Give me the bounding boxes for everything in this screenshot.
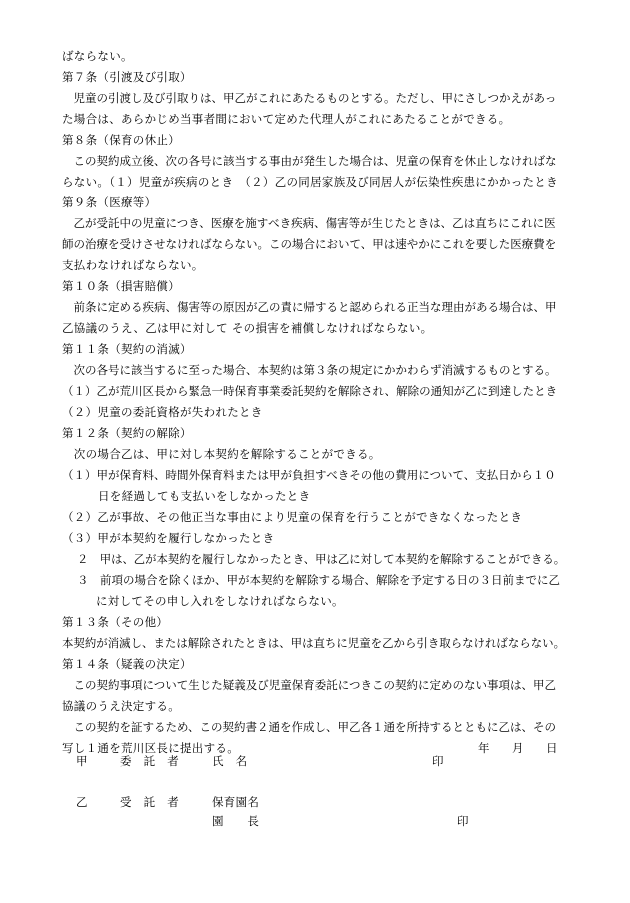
text-line: た場合は、あらかじめ当事者間において定めた代理人がこれにあたることができる。 <box>62 112 511 126</box>
date-month-label: 月 <box>512 741 524 755</box>
article-heading: 第１３条（その他） <box>62 615 169 629</box>
list-item: （１）甲が保育料、時間外保育料または甲が負担すべきその他の費用について、支払日から１０ <box>62 468 556 482</box>
date-day-label: 日 <box>546 741 558 755</box>
list-item-continuation: 日を経過しても支払いをしなかったとき <box>98 489 311 503</box>
article-heading: 第１２条（契約の解除） <box>62 426 192 440</box>
article-heading: 第７条（引渡及び引取） <box>62 70 192 84</box>
text-line: この契約成立後、次の各号に該当する事由が発生した場合は、児童の保育を休止しなければな <box>62 154 557 168</box>
list-item: （３）甲が本契約を履行しなかったとき <box>62 531 275 545</box>
text-line: 次の場合乙は、甲に対し本契約を解除することができる。 <box>62 447 381 461</box>
list-item: （１）乙が荒川区長から緊急一時保育事業委託契約を解除され、解除の通知が乙に到達したとき <box>62 384 558 398</box>
date-year-label: 年 <box>478 741 490 755</box>
text-line: 写し１通を荒川区長に提出する。 <box>62 741 239 755</box>
text-line: 協議のうえ決定する。 <box>62 699 180 713</box>
text-line: この契約を証するため、この契約書２通を作成し、甲乙各１通を所持するとともに乙は、その <box>62 720 557 734</box>
party-b-head-label: 園 長 <box>212 814 260 828</box>
text-line: 乙が受託中の児童につき、医療を施すべき疾病、傷害等が生じたときは、乙は直ちにこれに医 <box>62 216 556 230</box>
party-a-mark: 甲 <box>76 754 88 768</box>
text-line: この契約事項について生じた疑義及び児童保育委託につきこの契約に定めのない事項は、甲乙 <box>62 678 557 692</box>
list-item: （２）児童の委託資格が失われたとき <box>62 405 263 419</box>
party-a-seal-mark: 印 <box>432 754 444 768</box>
text-line: 前条に定める疾病、傷害等の原因が乙の責に帰すると認められる正当な理由がある場合は、甲 <box>62 300 557 314</box>
article-heading: 第８条（保育の休止） <box>62 133 180 147</box>
party-a-role: 委 託 者 <box>120 754 179 768</box>
text-line: 次の各号に該当するに至った場合、本契約は第３条の規定にかかわらず消滅するものとする。 <box>62 363 557 377</box>
text-line: ばならない。 <box>62 49 133 63</box>
text-line: 支払わなければならない。 <box>62 258 204 272</box>
text-line: 師の治療を受けさせなければならない。この場合において、甲は速やかにこれを要した医療費を <box>62 237 557 251</box>
article-heading: 第９条（医療等） <box>62 195 157 209</box>
party-b-seal-mark: 印 <box>457 814 469 828</box>
text-line: らない。（１）児童が疾病のとき （２）乙の同居家族及び同居人が伝染性疾患にかかったとき <box>62 175 558 189</box>
text-line: 本契約が消滅し、または解除されたときは、甲は直ちに児童を乙から引き取らなければならない。 <box>62 636 566 650</box>
text-line: 児童の引渡し及び引取りは、甲乙がこれにあたるものとする。ただし、甲にさしつかえがあっ <box>62 91 557 105</box>
party-b-mark: 乙 <box>76 795 88 809</box>
list-item: （２）乙が事故、その他正当な事由により児童の保育を行うことができなくなったとき <box>62 510 523 524</box>
party-b-role: 受 託 者 <box>120 795 179 809</box>
text-line: 乙協議のうえ、乙は甲に対して その損害を補償しなければならない。 <box>62 321 433 335</box>
article-heading: 第１０条（損害賠償） <box>62 279 180 293</box>
article-heading: 第１１条（契約の消滅） <box>62 342 192 356</box>
party-b-org-label: 保育園名 <box>212 795 260 809</box>
article-heading: 第１４条（疑義の決定） <box>62 657 192 671</box>
numbered-clause: ３ 前項の場合を除くほか、甲が本契約を解除する場合、解除を予定する日の３日前までに乙 <box>77 573 560 587</box>
party-a-name-label: 氏 名 <box>212 754 248 768</box>
numbered-clause-continuation: に対してその申し入れをしなければならない。 <box>96 594 344 608</box>
numbered-clause: ２ 甲は、乙が本契約を履行しなかったとき、甲は乙に対して本契約を解除することができる。 <box>77 552 566 566</box>
